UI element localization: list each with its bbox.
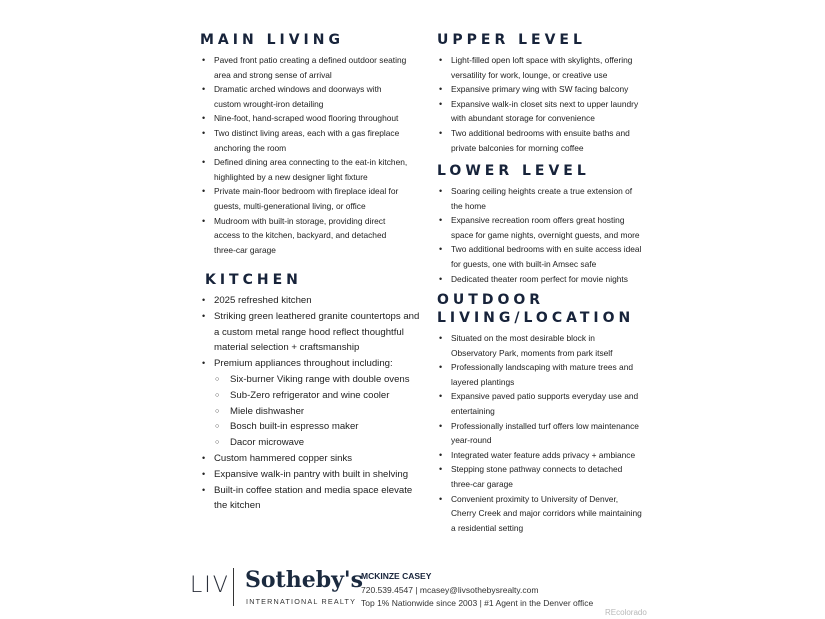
list-item: • Paved front patio creating a defined outdoor seating area and strong sense of arrival [200,53,410,82]
outdoor-list [437,331,642,535]
list-item: • Expansive paved patio supports everyday use and entertaining [437,389,642,418]
list-item: • Light-filled open loft space with skylights, offering versatility for work, lounge, or creative use [437,53,642,82]
list-item: • Professionally installed turf offers low maintenance year-round [437,419,642,448]
list-item: • Convenient proximity to University of Denver, Cherry Creek and major corridors while maintaining a residential setting [437,492,642,536]
list-item: • Defined dining area connecting to the eat-in kitchen, highlighted by a new designer light fixture [200,155,410,184]
list-item: • Expansive recreation room offers great hosting space for game nights, overnight guests, and more [437,213,642,242]
list-item: • Premium appliances throughout including: [200,356,420,372]
list-item: • Dedicated theater room perfect for movie nights [437,272,642,287]
list-item: • Striking green leathered granite countertops and a custom metal range hood reflect thoughtful material selection + craftsmanship [200,309,420,356]
liv-logo-text: LIV [190,573,230,598]
appliance-item: ○ Dacor microwave [200,435,420,451]
list-item: • Situated on the most desirable block in Observatory Park, moments from park itself [437,331,642,360]
watermark: REcolorado [605,608,647,617]
lower-level-list [437,184,642,286]
list-item: • Two additional bedrooms with en suite access ideal for guests, one with built-in Amsec safe [437,242,642,271]
upper-level-heading: UPPER LEVEL [437,32,586,48]
list-item: • Expansive walk-in pantry with built in shelving [200,467,420,483]
appliance-item: ○ Miele dishwasher [200,404,420,420]
agent-name: MCKINZE CASEY [361,571,432,581]
list-item: • Integrated water feature adds privacy + ambiance [437,448,642,463]
list-item: • Two additional bedrooms with ensuite baths and private balconies for morning coffee [437,126,642,155]
main-living-heading: MAIN LIVING [200,32,344,48]
list-item: • Soaring ceiling heights create a true extension of the home [437,184,642,213]
main-living-list [200,53,410,257]
upper-level-list [437,53,642,155]
kitchen-section [200,271,420,514]
kitchen-heading: KITCHEN [205,272,302,288]
list-item: • Two distinct living areas, each with a gas fireplace anchoring the room [200,126,410,155]
list-item: • Professionally landscaping with mature trees and layered plantings [437,360,642,389]
list-item: • Dramatic arched windows and doorways with custom wrought-iron detailing [200,82,410,111]
list-item: • Expansive primary wing with SW facing balcony [437,82,642,97]
list-item: • Built-in coffee station and media space elevate the kitchen [200,483,420,515]
agent-contact: 720.539.4547 | mcasey@livsothebysrealty.com [361,585,539,595]
list-item: • Nine-foot, hand-scraped wood flooring throughout [200,111,410,126]
appliance-item: ○ Bosch built-in espresso maker [200,419,420,435]
outdoor-section [437,291,642,535]
list-item: • Mudroom with built-in storage, providing direct access to the kitchen, backyard, and detached three-car garage [200,214,410,258]
kitchen-list [200,293,420,514]
international-realty-text: INTERNATIONAL REALTY [246,597,357,606]
list-item: • Custom hammered copper sinks [200,451,420,467]
list-item: • Private main-floor bedroom with fireplace ideal for guests, multi-generational living, or office [200,184,410,213]
logo-divider [233,568,234,606]
outdoor-heading-line1: OUTDOOR [437,292,545,308]
lower-level-heading: LOWER LEVEL [437,163,590,179]
lower-level-section [437,162,642,286]
appliance-item: ○ Six-burner Viking range with double ovens [200,372,420,388]
agent-claim: Top 1% Nationwide since 2003 | #1 Agent in the Denver office [361,598,594,608]
sothebys-logo-text: Sotheby's [245,567,364,593]
appliance-item: ○ Sub-Zero refrigerator and wine cooler [200,388,420,404]
upper-level-section [437,31,642,155]
main-living-section [200,31,410,257]
list-item: • 2025 refreshed kitchen [200,293,420,309]
list-item: • Stepping stone pathway connects to detached three-car garage [437,462,642,491]
list-item: • Expansive walk-in closet sits next to upper laundry with abundant storage for convenience [437,97,642,126]
outdoor-heading-line2: LIVING/LOCATION [437,310,635,326]
